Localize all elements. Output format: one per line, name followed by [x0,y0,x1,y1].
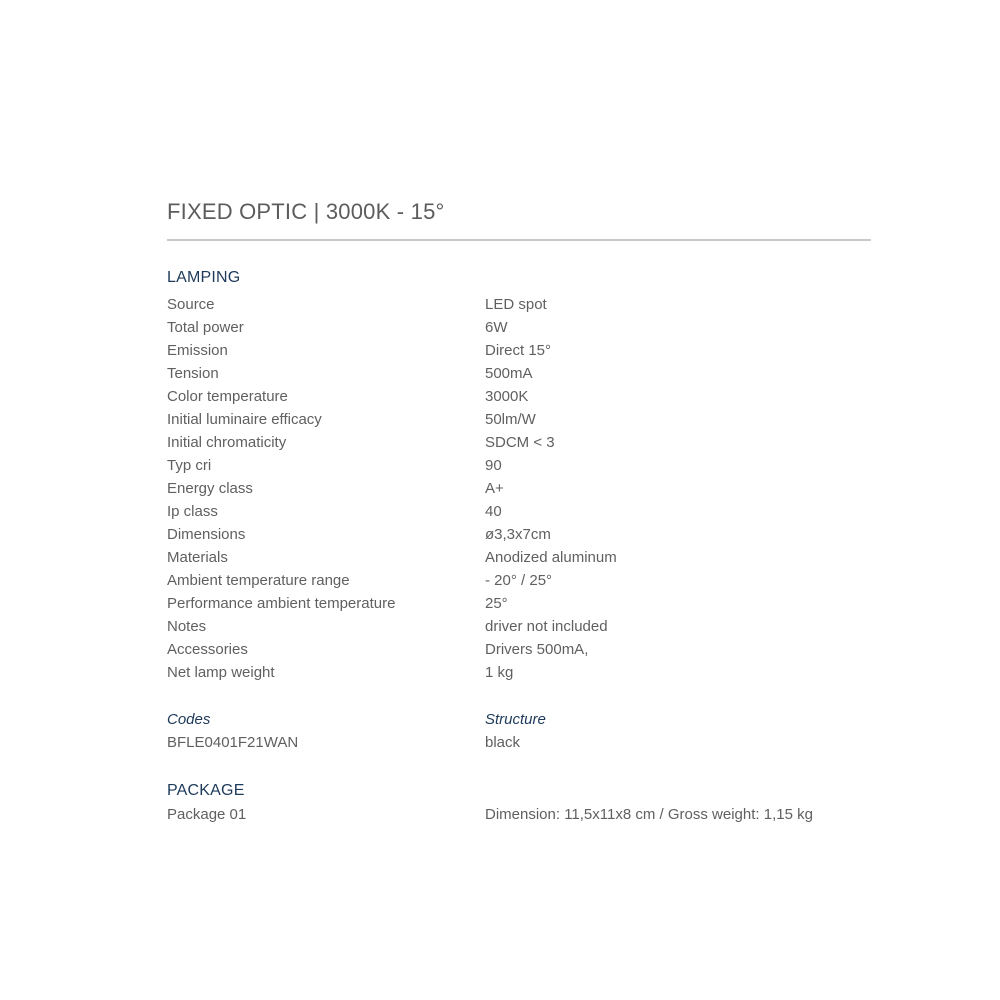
product-title: FIXED OPTIC | 3000K - 15° [167,199,445,224]
lamping-spec-list [167,293,867,684]
title-divider [167,239,871,241]
spec-value: 3000K [485,388,529,405]
spec-row [167,316,867,339]
spec-row [167,362,867,385]
spec-label: Initial chromaticity [167,434,287,451]
spec-row [167,569,867,592]
spec-row [167,661,867,684]
spec-label: Accessories [167,641,248,658]
spec-label: Tension [167,365,219,382]
spec-value: Direct 15° [485,342,552,359]
spec-label: Net lamp weight [167,664,275,681]
codes-heading: Codes [167,711,211,728]
spec-value: Anodized aluminum [485,549,617,566]
spec-row [167,638,867,661]
spec-value: 25° [485,595,508,612]
spec-row [167,339,867,362]
spec-label: Materials [167,549,228,566]
spec-row [167,293,867,316]
spec-value: 1 kg [485,664,514,681]
spec-label: Typ cri [167,457,212,474]
spec-row [167,500,867,523]
spec-value: SDCM < 3 [485,434,555,451]
spec-label: Notes [167,618,207,635]
spec-label: Ambient temperature range [167,572,350,589]
spec-value: 6W [485,319,508,336]
lamping-heading: LAMPING [167,269,241,286]
spec-row [167,546,867,569]
spec-row [167,385,867,408]
spec-label: Source [167,296,215,313]
spec-label: Emission [167,342,228,359]
spec-value: 40 [485,503,502,520]
spec-value: 90 [485,457,502,474]
spec-row [167,408,867,431]
spec-value: 500mA [485,365,533,382]
spec-value: Drivers 500mA, [485,641,589,658]
spec-value: - 20° / 25° [485,572,553,589]
spec-label: Total power [167,319,244,336]
package-label: Package 01 [167,806,247,823]
spec-label: Performance ambient temperature [167,595,396,612]
package-heading: PACKAGE [167,782,245,799]
package-value: Dimension: 11,5x11x8 cm / Gross weight: 1,15 kg [485,806,813,823]
spec-row [167,523,867,546]
spec-row [167,454,867,477]
spec-value: driver not included [485,618,608,635]
spec-row [167,477,867,500]
codes-value: BFLE0401F21WAN [167,734,299,751]
spec-label: Color temperature [167,388,288,405]
spec-value: ø3,3x7cm [485,526,551,543]
spec-value: LED spot [485,296,547,313]
spec-value: A+ [485,480,504,497]
spec-row [167,592,867,615]
spec-label: Ip class [167,503,218,520]
spec-label: Dimensions [167,526,246,543]
spec-row [167,431,867,454]
spec-row [167,615,867,638]
spec-label: Initial luminaire efficacy [167,411,322,428]
spec-value: 50lm/W [485,411,536,428]
structure-value: black [485,734,521,751]
spec-label: Energy class [167,480,253,497]
structure-heading: Structure [485,711,546,728]
